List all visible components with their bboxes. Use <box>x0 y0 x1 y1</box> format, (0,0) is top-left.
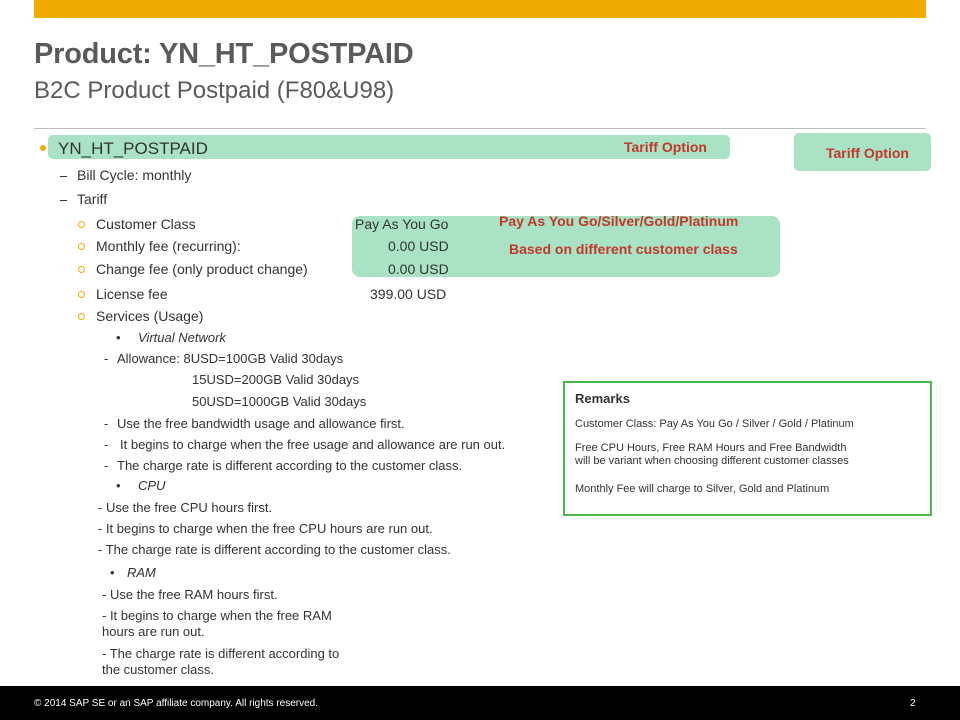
ram-line: - It begins to charge when the free RAM <box>102 608 332 623</box>
ram-line: the customer class. <box>102 662 214 677</box>
monthly-fee-label: Monthly fee (recurring): <box>96 238 241 254</box>
bullet-icon: • <box>116 330 121 345</box>
circle-bullet-icon <box>78 266 85 273</box>
customer-class-note: Based on different customer class <box>509 241 738 257</box>
dash-text: - <box>104 437 109 452</box>
cpu-line: - It begins to charge when the free CPU hours are run out. <box>98 521 433 536</box>
circle-bullet-icon <box>78 291 85 298</box>
ram-line: hours are run out. <box>102 624 205 639</box>
allowance-line: 15USD=200GB Valid 30days <box>192 372 360 387</box>
cpu-title: CPU <box>138 478 166 493</box>
virtual-network-line: It begins to charge when the free usage and allowance are run out. <box>120 437 506 452</box>
dash-icon <box>60 176 67 177</box>
circle-bullet-icon <box>78 313 85 320</box>
customer-classes-list: Pay As You Go/Silver/Gold/Platinum <box>499 213 739 229</box>
remarks-line: Free CPU Hours, Free RAM Hours and Free Bandwidth <box>575 442 847 454</box>
tariff-option-box <box>794 133 931 171</box>
footer-bar <box>0 686 960 720</box>
services-label: Services (Usage) <box>96 308 204 324</box>
customer-class-label: Customer Class <box>96 216 196 232</box>
bullet-icon <box>40 145 46 151</box>
customer-class-value: Pay As You Go <box>355 216 449 232</box>
page-title: Product: YN_HT_POSTPAID <box>34 38 414 70</box>
tariff-option-band-label: Tariff Option <box>624 139 707 155</box>
license-fee-label: License fee <box>96 286 168 302</box>
allowance-line: 50USD=1000GB Valid 30days <box>192 394 367 409</box>
cpu-line: - The charge rate is different according to the customer class. <box>98 542 451 557</box>
allowance-line: Allowance: 8USD=100GB Valid 30days <box>117 351 344 366</box>
virtual-network-line: Use the free bandwidth usage and allowance first. <box>117 416 405 431</box>
page-subtitle: B2C Product Postpaid (F80&U98) <box>34 77 395 104</box>
ram-line: - Use the free RAM hours first. <box>102 587 278 602</box>
ram-line: - The charge rate is different according to <box>102 646 340 661</box>
dash-text: - <box>104 458 109 473</box>
page-number: 2 <box>910 698 916 709</box>
remarks-box <box>563 381 932 516</box>
cpu-line: - Use the free CPU hours first. <box>98 500 273 515</box>
monthly-fee-value: 0.00 USD <box>388 238 449 254</box>
virtual-network-line: The charge rate is different according to the customer class. <box>117 458 463 473</box>
product-name: YN_HT_POSTPAID <box>58 139 208 158</box>
bullet-icon: • <box>110 565 115 580</box>
title-divider <box>34 128 926 129</box>
dash-text: - <box>104 416 109 431</box>
top-accent-bar <box>34 0 926 18</box>
dash-text: - <box>104 351 109 366</box>
remarks-line: will be variant when choosing different customer classes <box>575 455 849 467</box>
copyright-text: © 2014 SAP SE or an SAP affiliate company. All rights reserved. <box>34 698 319 709</box>
ram-title: RAM <box>127 565 156 580</box>
remarks-line: Customer Class: Pay As You Go / Silver / Gold / Platinum <box>575 418 854 430</box>
bill-cycle: Bill Cycle: monthly <box>77 167 192 183</box>
circle-bullet-icon <box>78 243 85 250</box>
circle-bullet-icon <box>78 221 85 228</box>
remarks-title: Remarks <box>575 391 630 406</box>
change-fee-value: 0.00 USD <box>388 261 449 277</box>
license-fee-value: 399.00 USD <box>370 286 447 302</box>
tariff-option-box-label: Tariff Option <box>826 145 909 161</box>
dash-icon <box>60 200 67 201</box>
bullet-icon: • <box>116 478 121 493</box>
virtual-network-title: Virtual Network <box>138 330 226 345</box>
remarks-line: Monthly Fee will charge to Silver, Gold and Platinum <box>575 483 830 495</box>
tariff-label: Tariff <box>77 191 108 207</box>
change-fee-label: Change fee (only product change) <box>96 261 308 277</box>
